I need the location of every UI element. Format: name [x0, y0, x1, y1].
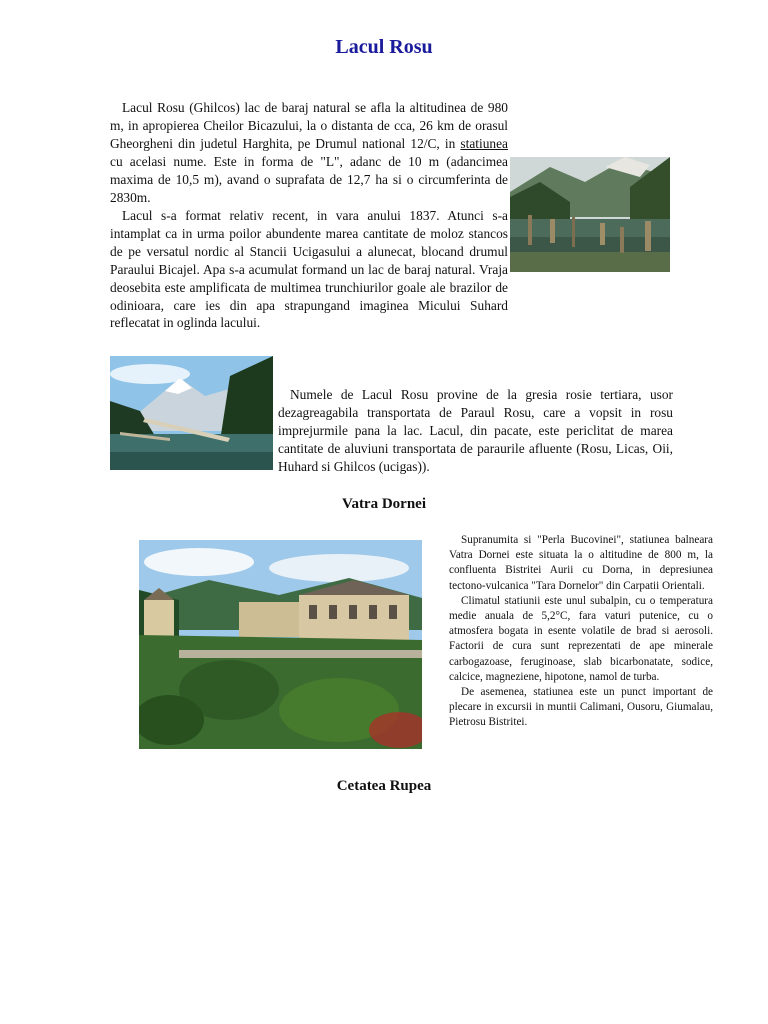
intro-paragraph-1	[110, 99, 508, 206]
intro-paragraph-2: Lacul s-a format relativ recent, in vara anului 1837. Atunci s-a intamplat ca in urma poilor abundente marea cantitate de moloz stancos de pe versatul nordic al Stancii Ucigasului a alunecat, blocand drumul Paraului Bicajel. Apa s-a acumulat formand un lac de baraj natural. Vraja deosebita este amplificata de multimea trunchiurilor goale ale brazilor de odinioara, care ies din apa strapungand imaginea Micului Suhard reflecatat in oglinda lacului.	[110, 208, 508, 331]
intro-p1-after: cu acelasi nume. Este in forma de "L", adanc de 10 m (adancimea maxima de 10,5 m), avand o suprafata de 12,7 ha si o circumferinta de 2830m.	[110, 153, 508, 205]
vatra-dornei-text	[449, 533, 713, 731]
intro-text-2	[110, 207, 508, 332]
vatra-paragraph-1: Supranumita si "Perla Bucovinei", statiunea balneara Vatra Dornei este situata la o altitudine de 800 m, la confluenta Bistritei Aurii cu Dorna, in depresiunea tectono-vulcanica "Tara Dornelor" din Carpatii Orientali.	[449, 534, 713, 592]
lake-mountain-photo	[110, 356, 273, 470]
vatra-dornei-photo	[139, 540, 422, 749]
intro-p1-before: Lacul Rosu (Ghilcos) lac de baraj natural se afla la altitudinea de 980 m, in apropierea Cheilor Bicazului, la o distanta de cca, 26 km de orasul Gheorgheni din judetul Harghita, pe Drumul national 12/C, in	[110, 100, 508, 151]
page-title: Lacul Rosu	[335, 36, 433, 58]
intro-text	[110, 99, 508, 206]
cetatea-rupea-heading: Cetatea Rupea	[336, 778, 432, 794]
lake-stumps-photo	[510, 157, 670, 272]
name-origin-text	[278, 386, 673, 476]
statiunea-link[interactable]: statiunea	[460, 135, 508, 151]
vatra-paragraph-3: De asemenea, statiunea este un punct important de plecare in excursii in muntii Calimani, Ousoru, Giumalau, Pietrosu Bistritei.	[449, 686, 713, 729]
name-origin-paragraph: Numele de Lacul Rosu provine de la gresia rosie tertiara, usor dezagreagabila transportata de Paraul Rosu, care a vopsit in rosu imprejurmile pana la lac. Lacul, din pacate, este periclitat de marea cantitate de aluviuni transportata de paraurile afluente (Rosu, Licas, Oii, Huhard si Ghilcos (ucigas)).	[278, 387, 673, 474]
vatra-dornei-heading: Vatra Dornei	[341, 496, 427, 512]
vatra-paragraph-2: Climatul statiunii este unul subalpin, cu o temperatura medie anuala de 5,2°C, fara vaturi putenice, cu o atmosfera bogata in esente volatile de brad si aerosoli. Factorii de cura sunt reprezentati de ape minerale carbogazoase, feruginoase, slab bicarbonatate, sodice, calcice, magneziene, hipotone, namol de turba.	[449, 594, 713, 683]
